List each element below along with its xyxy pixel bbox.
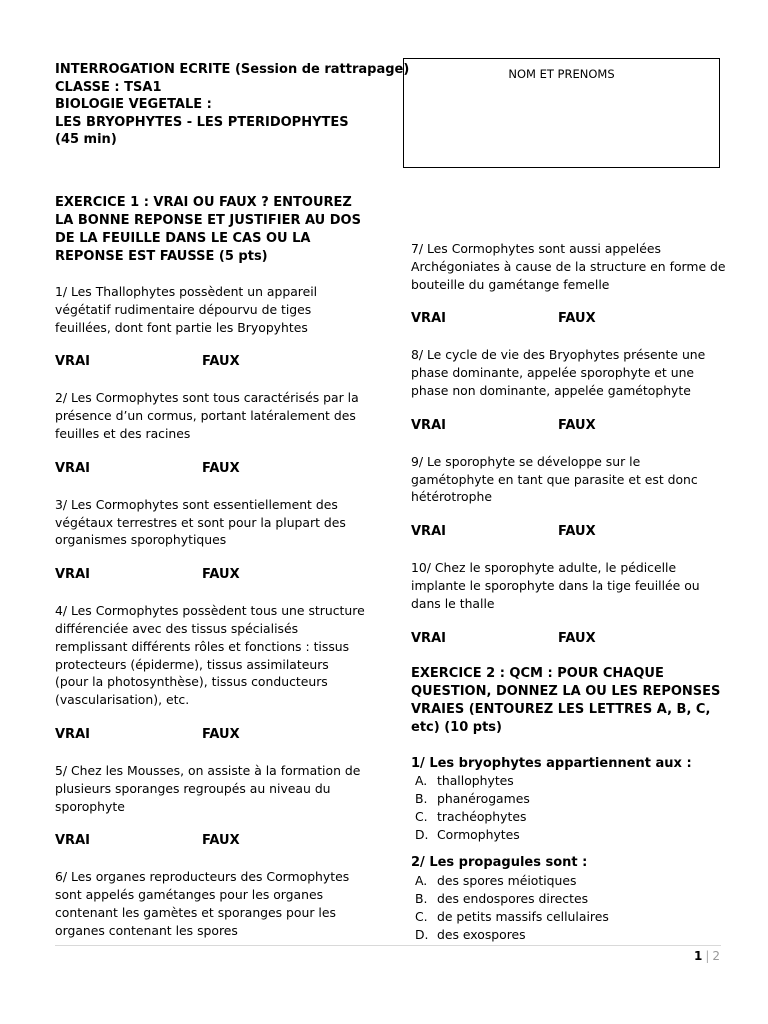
duration-line: (45 min)	[55, 132, 117, 148]
question-6: 6/ Les organes reproducteurs des Cormophytes sont appelés gamétanges pour les organes contenant les gamètes et sporanges pour les organes contenant les spores	[55, 869, 350, 938]
vrai-option[interactable]: VRAI	[411, 524, 446, 540]
mcq-option[interactable]	[411, 872, 726, 890]
left-column	[55, 194, 365, 940]
answer-row-5	[55, 832, 365, 850]
question-2: 2/ Les Cormophytes sont tous caractérisés par la présence d’un cormus, portant latéralement des feuilles et des racines	[55, 390, 359, 441]
option-letter[interactable]: B.	[415, 791, 428, 807]
page-separator: |	[705, 949, 710, 963]
option-letter[interactable]: D.	[415, 827, 429, 843]
option-letter[interactable]: B.	[415, 891, 428, 907]
faux-option[interactable]: FAUX	[202, 726, 240, 742]
option-text: des endospores directes	[437, 891, 589, 907]
option-letter[interactable]: C.	[415, 909, 428, 925]
option-text: thallophytes	[437, 773, 514, 789]
faux-option[interactable]: FAUX	[558, 311, 596, 327]
option-text: trachéophytes	[437, 809, 527, 825]
exam-header	[55, 61, 409, 149]
faux-option[interactable]: FAUX	[202, 354, 240, 370]
vrai-option[interactable]: VRAI	[55, 460, 90, 476]
faux-option[interactable]: FAUX	[202, 460, 240, 476]
current-page: 1	[693, 949, 703, 963]
vrai-option[interactable]: VRAI	[55, 833, 90, 849]
answer-row-1	[55, 353, 365, 371]
option-letter[interactable]: D.	[415, 927, 429, 943]
option-text: de petits massifs cellulaires	[437, 909, 609, 925]
faux-option[interactable]: FAUX	[558, 524, 596, 540]
vrai-option[interactable]: VRAI	[55, 354, 90, 370]
answer-row-8	[411, 417, 726, 435]
mcq-question-1: 1/ Les bryophytes appartiennent aux :	[411, 755, 692, 771]
option-letter[interactable]: A.	[415, 873, 428, 889]
mcq-option[interactable]	[411, 926, 726, 944]
answer-row-7	[411, 310, 726, 328]
name-box-label: NOM ET PRENOMS	[508, 67, 615, 81]
vrai-option[interactable]: VRAI	[411, 311, 446, 327]
faux-option[interactable]: FAUX	[558, 630, 596, 646]
option-letter[interactable]: C.	[415, 809, 428, 825]
faux-option[interactable]: FAUX	[202, 833, 240, 849]
vrai-option[interactable]: VRAI	[55, 726, 90, 742]
exercise2-title: EXERCICE 2 : QCM : POUR CHAQUE QUESTION, DONNEZ LA OU LES REPONSES VRAIES (ENTOUREZ LES LETTRES A, B, C, etc) (10 pts)	[411, 665, 721, 735]
mcq-option[interactable]	[411, 772, 726, 790]
question-9: 9/ Le sporophyte se développe sur le gamétophyte en tant que parasite et est donc hétérotrophe	[411, 453, 698, 505]
exam-title: INTERROGATION ECRITE (Session de rattrapage)	[55, 62, 410, 77]
question-1: 1/ Les Thallophytes possèdent un appareil végétatif rudimentaire dépourvu de tiges feuillées, dont font partie les Bryopyhtes	[55, 284, 318, 335]
option-text: des spores méiotiques	[437, 873, 577, 889]
vrai-option[interactable]: VRAI	[411, 417, 446, 433]
option-text: phanérogames	[437, 791, 530, 807]
mcq-question-2: 2/ Les propagules sont :	[411, 855, 588, 871]
option-letter[interactable]: A.	[415, 773, 428, 789]
answer-row-9	[411, 523, 726, 541]
question-3: 3/ Les Cormophytes sont essentiellement des végétaux terrestres et sont pour la plupart des organismes sporophytiques	[55, 496, 346, 548]
answer-row-4	[55, 726, 365, 744]
option-text: des exospores	[437, 927, 526, 943]
answer-row-10	[411, 630, 726, 648]
total-pages: 2	[712, 949, 720, 963]
answer-row-3	[55, 566, 365, 584]
question-4: 4/ Les Cormophytes possèdent tous une structure différenciée avec des tissus spécialisés remplissant différents rôles et fonctions : tissus protecteurs (épiderme), tissus assimilateurs (pour la photosynthèse), tissus conducteurs (vascularisation), etc.	[55, 603, 365, 708]
class-line: CLASSE : TSA1	[55, 79, 162, 95]
option-text: Cormophytes	[437, 827, 520, 843]
mcq-option[interactable]	[411, 890, 726, 908]
name-box[interactable]	[403, 58, 720, 168]
mcq-option[interactable]	[411, 908, 726, 926]
mcq-option[interactable]	[411, 790, 726, 808]
right-column	[411, 240, 726, 944]
answer-row-2	[55, 460, 365, 478]
vrai-option[interactable]: VRAI	[411, 630, 446, 646]
question-8: 8/ Le cycle de vie des Bryophytes présente une phase dominante, appelée sporophyte et une phase non dominante, appelée gamétophyte	[411, 347, 706, 398]
faux-option[interactable]: FAUX	[558, 417, 596, 433]
question-10: 10/ Chez le sporophyte adulte, le pédicelle implante le sporophyte dans la tige feuillée ou dans le thalle	[411, 560, 700, 611]
vrai-option[interactable]: VRAI	[55, 567, 90, 583]
page-number	[694, 948, 720, 966]
subject-line: BIOLOGIE VEGETALE :	[55, 97, 212, 113]
footer-divider	[55, 945, 721, 946]
mcq-option[interactable]	[411, 826, 726, 844]
mcq-option[interactable]	[411, 808, 726, 826]
exercise1-title: EXERCICE 1 : VRAI OU FAUX ? ENTOUREZ LA BONNE REPONSE ET JUSTIFIER AU DOS DE LA FEUILLE DANS LE CAS OU LA REPONSE EST FAUSSE (5 pts)	[55, 195, 361, 264]
topic-line: LES BRYOPHYTES - LES PTERIDOPHYTES	[55, 114, 349, 130]
question-7: 7/ Les Cormophytes sont aussi appelées Archégoniates à cause de la structure en forme de bouteille du gamétange femelle	[411, 241, 726, 292]
question-5: 5/ Chez les Mousses, on assiste à la formation de plusieurs sporanges regroupés au niveau du sporophyte	[55, 762, 361, 814]
faux-option[interactable]: FAUX	[202, 567, 240, 583]
